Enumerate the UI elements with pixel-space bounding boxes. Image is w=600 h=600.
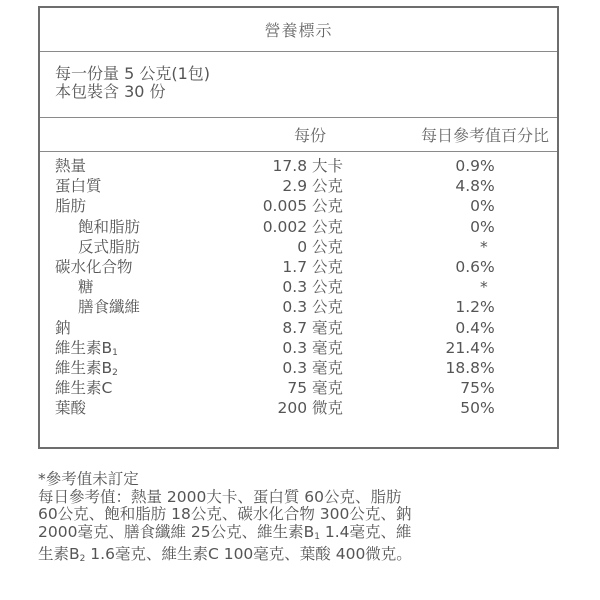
footnotes [38,471,563,569]
nutrient-name-text: 葉酸 [55,399,87,418]
nutrient-name-text: 熱量 [55,157,87,175]
nutrient-row [40,257,557,277]
nutrient-percent-sign: * [480,237,488,256]
nutrient-name-text: 糖 [78,278,94,297]
serving-size: 每一份量 5 公克(1包) [55,64,211,83]
footnote-reference-line-4 [38,546,563,569]
nutrient-percent-sign: % [480,197,495,216]
nutrient-name-subscript: 2 [112,367,118,378]
nutrient-row [40,176,557,196]
nutrient-percent-sign: % [480,177,495,196]
footnote-subscript: 2 [79,554,86,564]
nutrition-label [38,6,559,449]
nutrient-daily-value: 4.8 [455,177,480,196]
nutrient-amount: 0.3 公克 [282,278,343,297]
nutrient-amount: 200 微克 [277,399,343,418]
nutrient-amount: 2.9 公克 [282,177,343,196]
nutrient-name-text: 維生素B [55,358,113,377]
nutrient-name [55,318,71,338]
nutrient-name [55,398,86,418]
nutrient-amount: 0.3 毫克 [282,358,343,377]
nutrient-daily-value: 0 [470,217,480,236]
label-title [40,8,557,52]
nutrient-name [78,297,140,317]
nutrient-name-subscript: 1 [112,347,118,358]
nutrient-name-text: 蛋白質 [55,177,102,196]
footnote-subscript: 1 [314,531,320,542]
nutrient-amount: 0.005 公克 [262,197,343,216]
nutrient-amount: 8.7 毫克 [282,318,343,337]
nutrient-name [55,378,112,398]
nutrient-name-text: 反式脂肪 [78,237,141,256]
nutrient-name [78,217,140,237]
nutrient-name [55,257,133,277]
nutrient-name-text: 維生素B [55,338,113,357]
nutrient-percent-sign: % [480,157,495,175]
column-header-per-serving: 每份 [293,126,326,145]
nutrient-daily-value: 50 [460,399,480,418]
footnote-reference-line-3 [38,524,563,547]
nutrient-daily-value: 0.4 [455,318,480,337]
nutrient-daily-value: 0 [470,197,480,216]
nutrient-name-text: 飽和脂肪 [78,217,141,236]
footnote-text: 生素B [38,545,80,563]
nutrient-daily-value: 18.8 [445,358,480,377]
nutrient-amount: 0.3 毫克 [282,338,343,357]
nutrient-daily-value: 0.6 [455,257,480,276]
nutrient-percent-sign: % [480,298,495,317]
label-title-text: 營養標示 [264,21,333,40]
nutrient-row [40,338,557,358]
nutrient-daily-value: 75 [460,379,480,398]
nutrient-name-text: 維生素C [55,379,113,398]
nutrient-name [78,277,94,297]
nutrient-percent-sign: * [480,278,488,297]
nutrient-percent-sign: % [480,338,495,357]
nutrient-row [40,398,557,418]
column-header-daily-value: 每日參考值百分比 [420,126,549,145]
footnote-not-established: *參考值未訂定 [38,470,139,488]
servings-per-package: 本包裝含 30 份 [55,82,166,101]
nutrient-percent-sign: % [480,318,495,337]
nutrient-name-text: 碳水化合物 [55,257,133,276]
nutrient-amount: 1.7 公克 [282,257,343,276]
nutrient-row [40,196,557,216]
nutrient-daily-value: 1.2 [455,298,480,317]
nutrient-daily-value: 21.4 [445,338,480,357]
footnote-text: 2000毫克、膳食纖維 25公克、維生素B [38,522,315,541]
nutrient-amount: 75 毫克 [287,379,343,398]
nutrient-amount: 0.3 公克 [282,298,343,317]
footnote-reference-line-2: 60公克、飽和脂肪 18公克、碳水化合物 300公克、鈉 [38,505,412,523]
serving-info [40,51,557,118]
nutrient-row [40,378,557,398]
footnote-text: 1.6毫克、維生素C 100毫克、葉酸 400微克。 [85,545,412,563]
nutrient-name [55,176,102,196]
nutrient-percent-sign: % [480,358,495,377]
nutrient-percent-sign: % [480,257,495,276]
nutrient-percent-sign: % [480,217,495,236]
nutrient-row [40,277,557,297]
nutrient-row [40,217,557,237]
nutrient-name-text: 鈉 [55,318,71,337]
footnote-reference-line-1: 每日參考值：熱量 2000大卡、蛋白質 60公克、脂肪 [38,487,402,506]
nutrient-daily-value: 0.9 [455,157,480,175]
nutrient-row [40,358,557,378]
nutrient-amount: 0.002 公克 [262,217,343,236]
footnote-text: 1.4毫克、維 [319,522,412,541]
nutrient-row [40,297,557,317]
nutrient-amount: 0 公克 [297,237,343,256]
nutrient-row [40,318,557,338]
nutrient-row [40,156,557,176]
nutrient-name [78,237,140,257]
nutrient-name [55,196,86,216]
nutrient-name-text: 脂肪 [55,197,87,216]
nutrient-percent-sign: % [480,379,495,398]
nutrient-amount: 17.8 大卡 [272,157,343,175]
nutrient-percent-sign: % [480,399,495,418]
nutrient-name [55,156,86,176]
nutrient-row [40,237,557,257]
nutrient-rows [40,156,557,418]
nutrient-name-text: 膳食纖維 [78,298,141,317]
column-header-row [40,117,557,152]
